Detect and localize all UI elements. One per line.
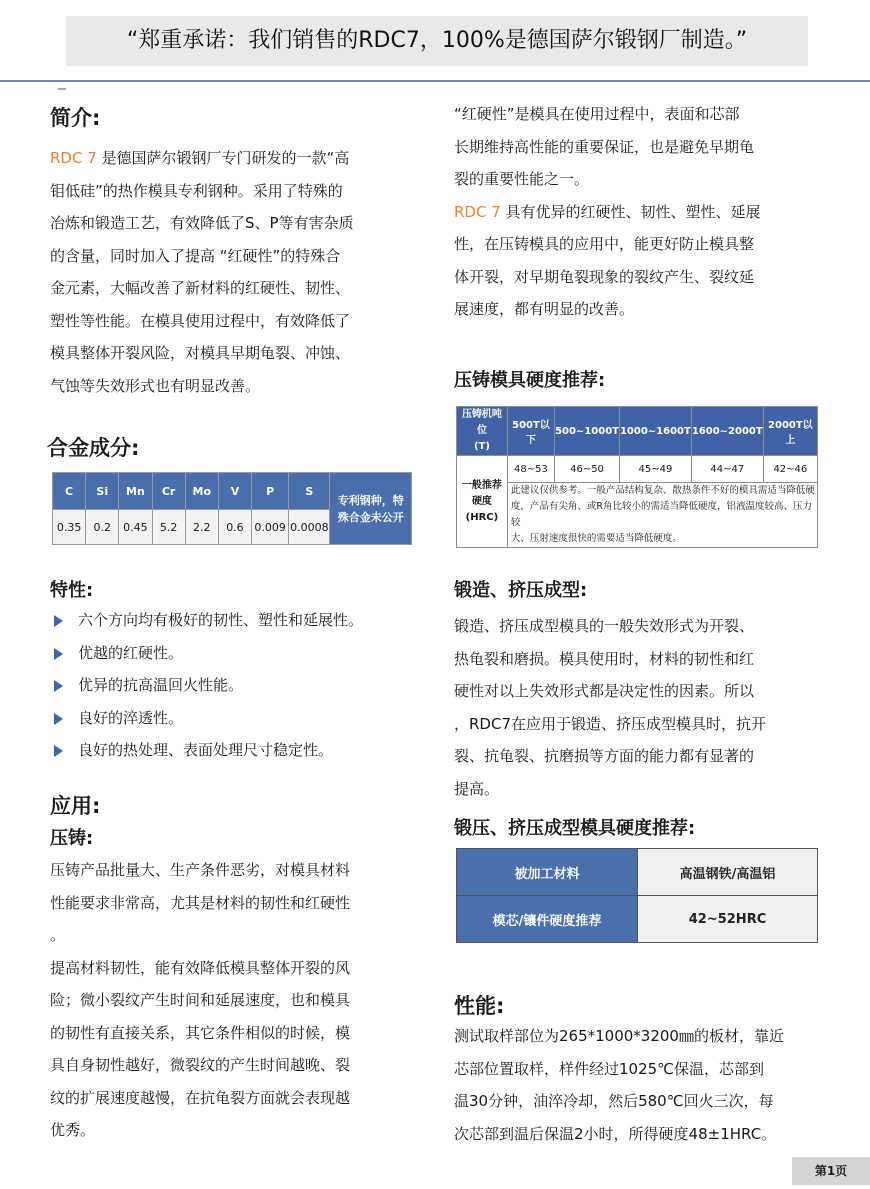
application-line: 压铸产品批量大、生产条件恶劣，对模具材料 [50,861,351,879]
performance-line: 次芯部到温后保温2小时，所得硬度48±1HRC。 [454,1124,777,1143]
hardness-row-label [457,456,508,548]
application-body [50,854,420,1147]
intro-body [50,142,420,402]
intro-line: 的含量，同时加入了提高 “红硬性”的特殊合 [50,246,341,265]
alloy-header: V [218,473,251,510]
forging-body [454,610,834,805]
forging-title: 锻造、挤压成型: [454,580,588,601]
alloy-note-line: 殊合金未公开 [337,510,404,524]
application-line: 险；微小裂纹产生时间和延展速度，也和模具 [50,991,351,1009]
feature-text: 六个方向均有极好的韧性、塑性和延展性。 [78,611,364,629]
hardness-note [507,483,817,548]
tonnage-header [457,407,508,456]
redhard-line: 性，在压铸模具的应用中，能更好防止模具整 [454,235,755,253]
performance-line: 芯部位置取样，样件经过1025℃保温，芯部到 [454,1059,765,1078]
tonnage-column: 2000T以上 [763,407,817,456]
application-subtitle: 压铸: [50,828,94,849]
header-rule [0,80,870,82]
intro-line: 气蚀等失效形式也有明显改善。 [50,376,261,395]
hardness-row-label-line: (HRC) [465,511,499,523]
alloy-value: 0.2 [86,510,119,545]
alloy-value: 0.009 [252,510,289,545]
list-item [50,702,420,735]
alloy-header: Si [86,473,119,510]
performance-line: 测试取样部位为265*1000*3200㎜的板材，靠近 [454,1027,784,1045]
tonnage-header-line: (T) [473,441,490,452]
arrow-bullet-icon [54,680,63,692]
performance-line: 温30分钟，油淬冷却，然后580℃回火三次，每 [454,1092,774,1110]
redhard-line: 裂的重要性能之一。 [454,170,590,188]
diecast-hardness-table [456,406,818,548]
alloy-header: S [289,473,330,510]
hardness-value: 44~47 [691,456,763,483]
forge-hardness-title: 锻压、挤压成型模具硬度推荐: [454,818,696,839]
intro-line: 是德国萨尔锻钢厂专门研发的一款“高 [96,149,350,167]
performance-title: 性能: [454,994,505,1018]
tonnage-column: 500~1000T [555,407,620,456]
redhard-body [454,98,834,326]
hardness-note-line: 大、压射速度很快的需要适当降低硬度。 [510,533,682,544]
alloy-value: 5.2 [152,510,185,545]
hardness-value: 42~46 [763,456,817,483]
alloy-value: 0.35 [53,510,86,545]
intro-line: 冶炼和锻造工艺，有效降低了S、P等有害杂质 [50,214,354,232]
application-line: 纹的扩展速度越慢，在抗龟裂方面就会表现越 [50,1088,351,1107]
alloy-value: 0.45 [119,510,152,545]
application-line: 具自身韧性越好，微裂纹的产生时间越晚、裂 [50,1056,351,1074]
intro-line: 模具整体开裂风险，对模具早期龟裂、冲蚀、 [50,344,351,362]
forge-label: 被加工材料 [457,849,638,896]
tonnage-column: 1600~2000T [691,407,763,456]
forge-hardness-table [456,848,818,943]
forging-line: 提高。 [454,779,500,798]
alloy-header: Mo [185,473,218,510]
list-item [50,637,420,670]
application-title: 应用: [50,794,101,818]
alloy-header: Cr [152,473,185,510]
forging-line: 裂、抗龟裂、抗磨损等方面的能力都有显著的 [454,747,755,765]
tonnage-column: 500T以下 [507,407,554,456]
arrow-bullet-icon [54,713,63,725]
header-mark [58,88,66,90]
redhard-line: 体开裂，对早期龟裂现象的裂纹产生、裂纹延 [454,267,755,286]
application-line: 。 [50,926,66,944]
forging-line: 硬性对以上失效形式都是决定性的因素。所以 [454,682,755,700]
redhard-brand: RDC 7 [454,202,501,221]
application-line: 的韧性有直接关系，其它条件相似的时候，模 [50,1023,351,1042]
arrow-bullet-icon [54,745,63,757]
intro-title: 简介: [50,106,101,130]
alloy-value: 0.6 [218,510,251,545]
list-item [50,604,420,637]
tonnage-column: 1000~1600T [619,407,691,456]
arrow-bullet-icon [54,615,63,627]
diecast-hardness-title: 压铸模具硬度推荐: [454,370,606,391]
intro-brand: RDC 7 [50,149,97,167]
feature-text: 优越的红硬性。 [78,643,184,662]
performance-body [454,1020,844,1150]
intro-line: 塑性等性能。在模具使用过程中，有效降低了 [50,311,351,330]
feature-text: 良好的热处理、表面处理尺寸稳定性。 [78,741,334,759]
feature-text: 良好的淬透性。 [78,708,184,727]
list-item [50,669,420,702]
hardness-note-line: 度，产品有尖角、或R角比较小的需适当降低硬度，铝液温度较高、压力较 [510,501,812,528]
intro-line: 金元素，大幅改善了新材料的红硬性、韧性、 [50,279,351,297]
forging-line: 热龟裂和磨损。模具使用时，材料的韧性和红 [454,649,755,668]
alloy-note [330,473,412,545]
forging-line: ，RDC7在应用于锻造、挤压成型模具时，抗开 [454,714,766,733]
alloy-value: 2.2 [185,510,218,545]
banner-promise: “郑重承诺：我们销售的RDC7，100%是德国萨尔锻钢厂制造。” [66,16,808,66]
hardness-value: 48~53 [507,456,554,483]
hardness-note-line: 此建议仅供参考。一般产品结构复杂、散热条件不好的模具需适当降低硬 [510,485,815,496]
forge-value: 42~52HRC [638,896,818,943]
forging-line: 锻造、挤压成型模具的一般失效形式为开裂、 [454,617,755,635]
redhard-line: “红硬性”是模具在使用过程中，表面和芯部 [454,105,740,123]
redhard-line: 具有优异的红硬性、韧性、塑性、延展 [500,202,761,221]
features-list [50,604,420,767]
alloy-header: Mn [119,473,152,510]
intro-line: 钼低硅”的热作模具专利钢种。采用了特殊的 [50,181,343,200]
application-line: 提高材料韧性，能有效降低模具整体开裂的风 [50,958,351,977]
list-item [50,734,420,767]
alloy-value: 0.0008 [289,510,330,545]
tonnage-header-line: 压铸机吨位 [461,409,502,436]
forge-label: 模芯/镶件硬度推荐 [457,896,638,943]
hardness-value: 45~49 [619,456,691,483]
alloy-title: 合金成分: [47,436,140,460]
hardness-value: 46~50 [555,456,620,483]
application-line: 优秀。 [50,1121,96,1139]
feature-text: 优异的抗高温回火性能。 [78,676,244,694]
alloy-table [52,472,412,545]
alloy-header: C [53,473,86,510]
application-line: 性能要求非常高，尤其是材料的韧性和红硬性 [50,893,351,912]
hardness-row-label-line: 一般推荐硬度 [461,479,502,507]
alloy-header: P [252,473,289,510]
redhard-line: 长期维持高性能的重要保证，也是避免早期龟 [454,137,755,156]
forge-value: 高温钢铁/高温铝 [638,849,818,896]
arrow-bullet-icon [54,648,63,660]
redhard-line: 展速度，都有明显的改善。 [454,300,635,318]
page-number: 第1页 [792,1157,870,1185]
features-title: 特性: [50,580,94,601]
alloy-note-line: 专利钢种，特 [337,493,404,507]
